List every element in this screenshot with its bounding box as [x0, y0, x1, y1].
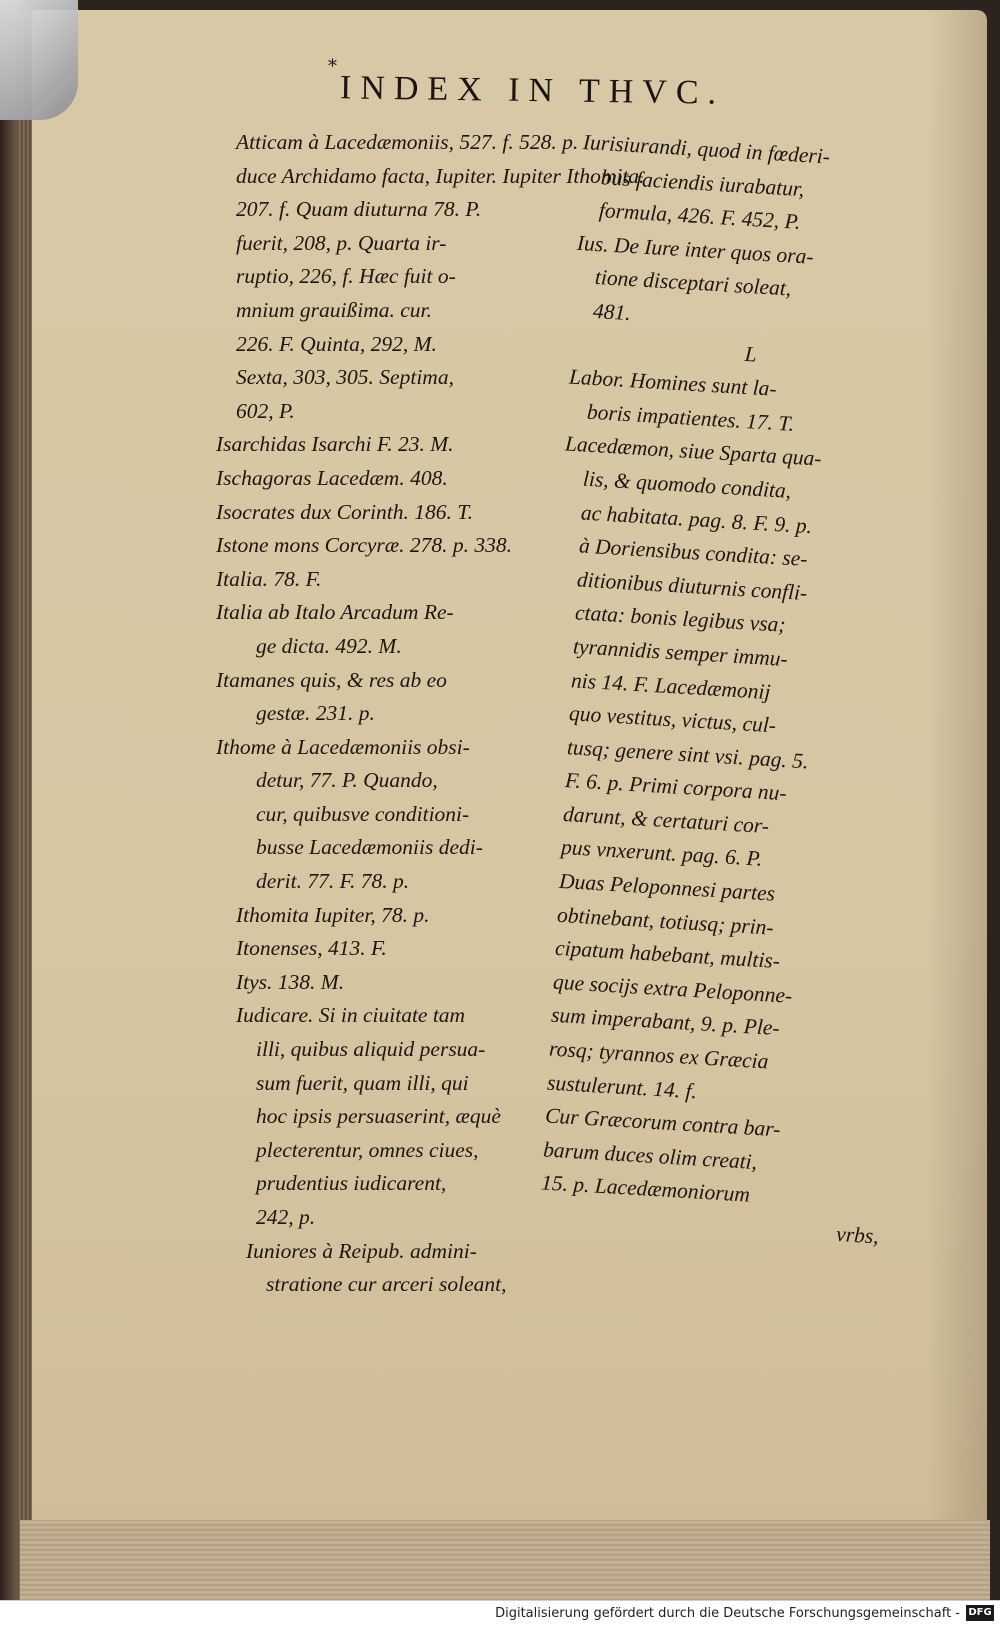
index-line: boris impatientes. 17. T.	[586, 399, 795, 436]
dfg-logo: DFG	[966, 1605, 994, 1621]
index-line: plecterentur, omnes ciues,	[256, 1137, 479, 1162]
index-entry: Italia. 78. F.	[216, 566, 322, 591]
index-line: sum imperabant, 9. p. Ple-	[550, 1003, 781, 1041]
index-line: ditionibus diuturnis confli-	[576, 567, 808, 605]
index-line: fuerit, 208, p. Quarta ir-	[236, 230, 447, 255]
index-entry: Itonenses, 413. F.	[236, 936, 387, 961]
folio-mark: *	[328, 56, 337, 77]
index-entry: Isarchidas Isarchi F. 23. M.	[216, 432, 454, 457]
index-line: hoc ipsis persuaserint, æquè	[256, 1104, 501, 1129]
section-letter: L	[744, 341, 758, 367]
index-line: F. 6. p. Primi corpora nu-	[564, 768, 788, 806]
index-line: ac habitata. pag. 8. F. 9. p.	[580, 500, 813, 538]
index-entry: Ithomita Iupiter, 78. p.	[236, 902, 430, 927]
index-line: sustulerunt. 14. f.	[546, 1070, 698, 1103]
index-line: derit. 77. F. 78. p.	[256, 869, 410, 894]
index-entry: Itamanes quis, & res ab eo	[216, 667, 447, 692]
index-line: quo vestitus, victus, cul-	[568, 701, 777, 738]
index-line: prudentius iudicarent,	[256, 1171, 447, 1196]
index-entry: Lacedæmon, siue Sparta qua-	[564, 431, 823, 471]
index-line: rosq; tyrannos ex Græcia	[548, 1036, 770, 1074]
index-line: stratione cur arceri soleant,	[266, 1272, 507, 1297]
index-line: obtinebant, totiusq; prin-	[556, 902, 775, 940]
index-line: nis 14. F. Lacedæmonij	[570, 667, 772, 704]
index-line: 242, p.	[256, 1205, 316, 1229]
index-line: ctata: bonis legibus vsa;	[574, 600, 787, 638]
index-line: tusq; genere sint vsi. pag. 5.	[566, 734, 810, 774]
index-line: tyrannidis semper immu-	[572, 634, 789, 671]
index-line: que socijs extra Peloponne-	[552, 969, 793, 1008]
index-line: Atticam à Lacedæmoniis, 527. f. 528. p.	[236, 130, 579, 154]
index-line: detur, 77. P. Quando,	[256, 768, 438, 793]
index-line: ruptio, 226, f. Hæc fuit o-	[236, 264, 456, 289]
index-entry: Itys. 138. M.	[236, 969, 345, 994]
index-line: ge dicta. 492. M.	[256, 633, 402, 658]
index-line: à Doriensibus condita: se-	[578, 533, 809, 572]
index-line: Cur Græcorum contra bar-	[544, 1103, 782, 1142]
digitization-footer	[0, 1600, 1000, 1627]
index-line: pus vnxerunt. pag. 6. P.	[560, 835, 763, 872]
index-line: 602, P.	[236, 398, 295, 423]
index-line: cipatum habebant, multis-	[554, 936, 781, 974]
page-edges	[20, 1520, 990, 1603]
index-line: sum fuerit, quam illi, qui	[256, 1070, 469, 1095]
index-entry: Isocrates dux Corinth. 186. T.	[216, 499, 474, 524]
index-line: mnium grauißima. cur.	[236, 297, 432, 322]
page-clip	[0, 0, 78, 120]
index-line: formula, 426. F. 452, P.	[598, 198, 802, 235]
index-line: lis, & quomodo condita,	[582, 466, 792, 503]
index-line: tione disceptari soleat,	[594, 265, 792, 301]
index-line: vrbs,	[835, 1221, 880, 1249]
index-column-right	[518, 126, 943, 1254]
index-entry: Ischagoras Lacedæm. 408.	[216, 465, 448, 490]
index-entry: Iuniores à Reipub. admini-	[246, 1238, 477, 1263]
index-line: 481.	[592, 298, 632, 326]
index-entry: Ius. De Iure inter quos ora-	[576, 230, 815, 269]
index-line: 207. f. Quam diuturna 78. P.	[236, 197, 482, 222]
index-entry: Istone mons Corcyræ. 278. p. 338.	[216, 533, 513, 558]
index-line: 226. F. Quinta, 292, M.	[236, 331, 437, 356]
index-entry: Iurisiurandi, quod in fœderi-	[582, 129, 831, 169]
index-entry: Italia ab Italo Arcadum Re-	[216, 600, 454, 625]
index-line: cur, quibusve conditioni-	[256, 801, 470, 826]
index-entry: Iudicare. Si in ciuitate tam	[236, 1003, 466, 1028]
page-title: INDEX IN THVC.	[339, 69, 726, 112]
index-entry: Labor. Homines sunt la-	[568, 364, 778, 402]
index-line: Duas Peloponnesi partes	[558, 868, 776, 906]
index-line: duce Archidamo facta, Iupiter. Iupiter Ithomita.	[236, 163, 645, 188]
index-line: darunt, & certaturi cor-	[562, 801, 770, 839]
index-line: barum duces olim creati,	[542, 1137, 758, 1174]
index-line: gestæ. 231. p.	[256, 701, 375, 726]
index-entry: Ithome à Lacedæmoniis obsi-	[216, 734, 470, 759]
index-line: Sexta, 303, 305. Septima,	[236, 365, 454, 390]
index-line: illi, quibus aliquid persua-	[256, 1037, 486, 1062]
index-line: bus faciendis iurabatur,	[600, 164, 806, 201]
index-line: 15. p. Lacedæmoniorum	[540, 1170, 751, 1208]
funding-credit: Digitalisierung gefördert durch die Deutsche Forschungsgemeinschaft -	[495, 1606, 960, 1621]
index-line: busse Lacedæmoniis dedi-	[256, 835, 483, 860]
